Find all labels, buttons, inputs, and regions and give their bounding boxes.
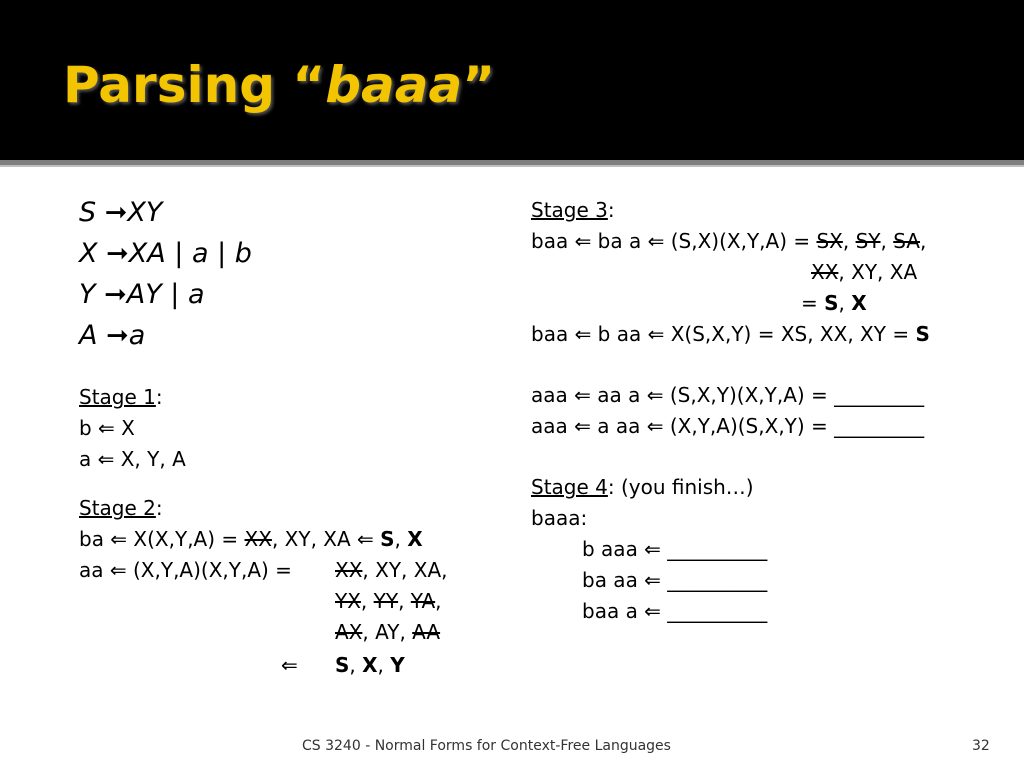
title-word: baaa	[325, 56, 463, 114]
stage4-heading: Stage 4: (you finish…)	[531, 475, 754, 499]
title-divider-light	[0, 165, 1024, 167]
stage3-line-aa-a: aaa ⇐ aa a ⇐ (S,X,Y)(X,Y,A) = _________	[531, 383, 925, 407]
stage3-heading: Stage 3:	[531, 198, 615, 222]
page-number: 32	[972, 738, 990, 754]
stage2-line-aa-label: aa ⇐ (X,Y,A)(X,Y,A) =	[79, 558, 292, 582]
stage2-arrow: ⇐	[281, 653, 298, 677]
grammar-rule-a: A ➞a	[79, 320, 146, 351]
stage3-line-x-pairs: XX, XY, XA	[811, 260, 918, 284]
stage3-line-b-aa: baa ⇐ b aa ⇐ X(S,X,Y) = XS, XX, XY = S	[531, 322, 930, 346]
stage2-line-y-pairs: YX, YY, YA,	[335, 589, 442, 613]
grammar-rule-x: X ➞XA | a | b	[79, 238, 252, 269]
footer-text: CS 3240 - Normal Forms for Context-Free Languages	[302, 738, 671, 754]
stage4-word: baaa:	[531, 506, 588, 530]
stage4-line: baa a ⇐ __________	[582, 599, 768, 623]
stage3-line-a-aa: aaa ⇐ a aa ⇐ (X,Y,A)(S,X,Y) = _________	[531, 414, 925, 438]
stage2-line-a-pairs: AX, AY, AA	[335, 620, 441, 644]
stage1-heading: Stage 1:	[79, 385, 163, 409]
stage4-line: ba aa ⇐ __________	[582, 568, 768, 592]
stage2-line-aa-result: XX, XY, XA,	[335, 558, 448, 582]
stage1-line: a ⇐ X, Y, A	[79, 447, 186, 471]
stage2-line-ba: ba ⇐ X(X,Y,A) = XX, XY, XA ⇐ S, X	[79, 527, 423, 551]
stage3-line-ba-a: baa ⇐ ba a ⇐ (S,X)(X,Y,A) = SX, SY, SA,	[531, 229, 927, 253]
grammar-rule-s: S ➞XY	[79, 197, 163, 228]
stage1-line: b ⇐ X	[79, 416, 135, 440]
slide-title: Parsing “baaa”	[63, 56, 496, 114]
stage3-result-1: = S, X	[801, 291, 867, 315]
stage4-line: b aaa ⇐ __________	[582, 537, 768, 561]
stage2-heading: Stage 2:	[79, 496, 163, 520]
grammar-rule-y: Y ➞AY | a	[79, 279, 205, 310]
stage2-result: S, X, Y	[335, 653, 405, 677]
